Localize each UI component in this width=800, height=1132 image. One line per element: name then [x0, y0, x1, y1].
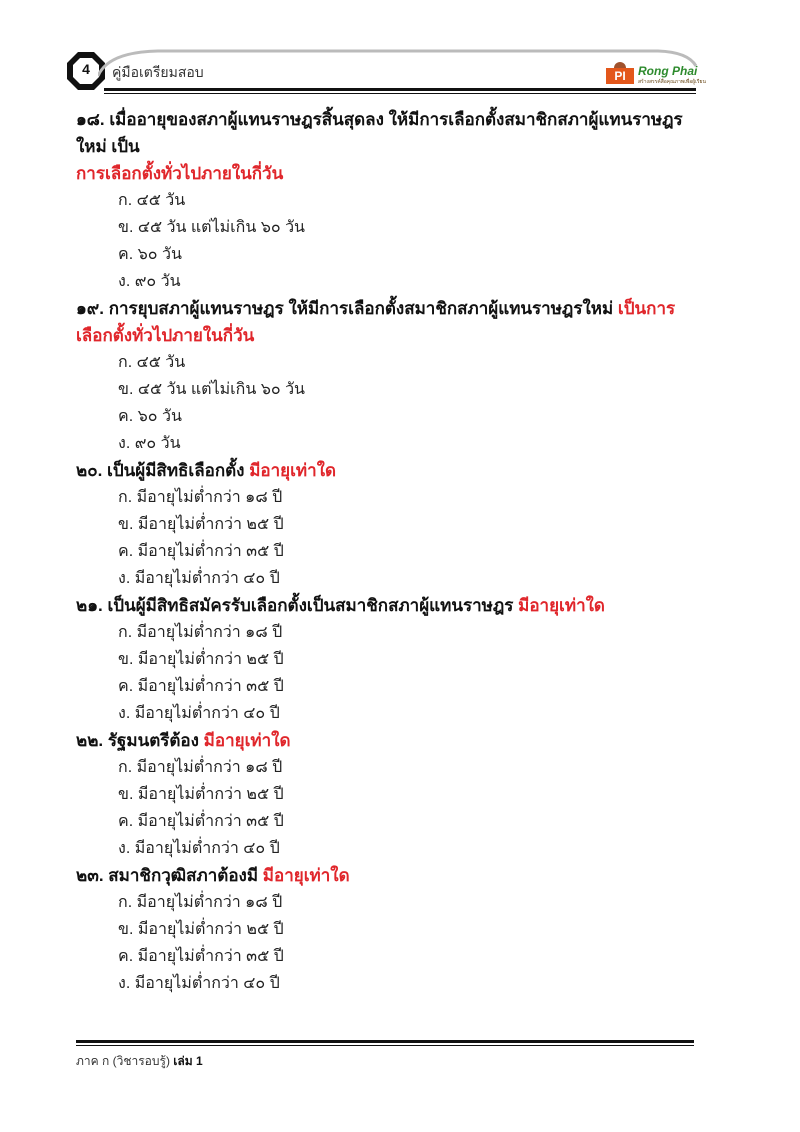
- option-a: ก. มีอายุไม่ต่ำกว่า ๑๘ ปี: [118, 489, 283, 506]
- page-number: 4: [82, 61, 90, 77]
- option-b: ข. มีอายุไม่ต่ำกว่า ๒๕ ปี: [118, 786, 284, 803]
- option-a: ก. มีอายุไม่ต่ำกว่า ๑๘ ปี: [118, 894, 283, 911]
- option-a: ก. มีอายุไม่ต่ำกว่า ๑๘ ปี: [118, 624, 283, 641]
- option-a: ก. มีอายุไม่ต่ำกว่า ๑๘ ปี: [118, 759, 283, 776]
- question-number: ๒๓.: [76, 866, 104, 885]
- question-21: [76, 592, 706, 727]
- footer-section: ภาค ก (วิชารอบรู้): [76, 1054, 170, 1068]
- option-d: ง. มีอายุไม่ต่ำกว่า ๔๐ ปี: [118, 705, 280, 722]
- page-header: [0, 0, 800, 100]
- question-stem: เป็นผู้มีสิทธิสมัครรับเลือกตั้งเป็นสมาชิกสภาผู้แทนราษฎร: [107, 596, 514, 615]
- question-highlight: การเลือกตั้งทั่วไปภายในกี่วัน: [76, 164, 284, 183]
- question-text: [76, 457, 706, 484]
- question-stem: เป็นผู้มีสิทธิเลือกตั้ง: [107, 461, 245, 480]
- option-c: ค. ๖๐ วัน: [118, 408, 182, 425]
- option-b: ข. มีอายุไม่ต่ำกว่า ๒๕ ปี: [118, 651, 284, 668]
- question-text: [76, 727, 706, 754]
- question-23: [76, 862, 706, 997]
- option-a: ก. ๔๕ วัน: [118, 192, 186, 209]
- question-number: ๑๙.: [76, 299, 104, 318]
- logo-mark: PI: [606, 68, 634, 84]
- header-divider: [104, 88, 696, 91]
- question-text: [76, 295, 706, 349]
- question-number: ๒๒.: [76, 731, 104, 750]
- question-text: [76, 592, 706, 619]
- logo-name: Rong Phai: [638, 64, 698, 78]
- question-stem: การยุบสภาผู้แทนราษฎร ให้มีการเลือกตั้งสมาชิกสภาผู้แทนราษฎรใหม่: [108, 299, 614, 318]
- question-18: [76, 106, 706, 295]
- question-stem: เมื่ออายุของสภาผู้แทนราษฎรสิ้นสุดลง ให้มีการเลือกตั้งสมาชิกสภาผู้แทนราษฎรใหม่ เป็น: [76, 110, 683, 156]
- option-b: ข. ๔๕ วัน แต่ไม่เกิน ๖๐ วัน: [118, 219, 305, 236]
- book-title: คู่มือเตรียมสอบ: [112, 64, 204, 80]
- header-divider-thin: [104, 93, 696, 94]
- answer-options: [76, 187, 706, 295]
- answer-options: [76, 619, 706, 727]
- answer-options: [76, 349, 706, 457]
- question-highlight: มีอายุเท่าใด: [203, 731, 291, 750]
- question-list: [76, 106, 706, 997]
- option-c: ค. ๖๐ วัน: [118, 246, 182, 263]
- question-19: [76, 295, 706, 457]
- option-d: ง. มีอายุไม่ต่ำกว่า ๔๐ ปี: [118, 840, 280, 857]
- option-d: ง. มีอายุไม่ต่ำกว่า ๔๐ ปี: [118, 975, 280, 992]
- question-number: ๑๘.: [76, 110, 105, 129]
- option-a: ก. ๔๕ วัน: [118, 354, 186, 371]
- question-highlight: มีอายุเท่าใด: [262, 866, 350, 885]
- option-c: ค. มีอายุไม่ต่ำกว่า ๓๕ ปี: [118, 543, 284, 560]
- answer-options: [76, 484, 706, 592]
- question-highlight: มีอายุเท่าใด: [518, 596, 605, 615]
- option-c: ค. มีอายุไม่ต่ำกว่า ๓๕ ปี: [118, 678, 284, 695]
- question-stem: รัฐมนตรีต้อง: [107, 731, 199, 750]
- question-highlight: เป็นการเลือกตั้งทั่วไปภายในกี่วัน: [76, 299, 676, 345]
- option-b: ข. ๔๕ วัน แต่ไม่เกิน ๖๐ วัน: [118, 381, 305, 398]
- footer-divider: [76, 1040, 694, 1043]
- option-c: ค. มีอายุไม่ต่ำกว่า ๓๕ ปี: [118, 948, 284, 965]
- option-b: ข. มีอายุไม่ต่ำกว่า ๒๕ ปี: [118, 921, 284, 938]
- page-footer: [76, 1052, 203, 1071]
- question-number: ๒๑.: [76, 596, 103, 615]
- question-22: [76, 727, 706, 862]
- question-stem: สมาชิกวุฒิสภาต้องมี: [108, 866, 259, 885]
- question-highlight: มีอายุเท่าใด: [249, 461, 337, 480]
- option-d: ง. มีอายุไม่ต่ำกว่า ๔๐ ปี: [118, 570, 280, 587]
- option-d: ง. ๙๐ วัน: [118, 435, 181, 452]
- question-20: [76, 457, 706, 592]
- option-b: ข. มีอายุไม่ต่ำกว่า ๒๕ ปี: [118, 516, 284, 533]
- question-text: [76, 106, 706, 187]
- question-text: [76, 862, 706, 889]
- answer-options: [76, 754, 706, 862]
- answer-options: [76, 889, 706, 997]
- footer-divider-thin: [76, 1045, 694, 1046]
- option-c: ค. มีอายุไม่ต่ำกว่า ๓๕ ปี: [118, 813, 284, 830]
- logo-tagline: สร้างสรรค์สื่อคุณภาพเพื่อผู้เรียน: [638, 79, 706, 85]
- option-d: ง. ๙๐ วัน: [118, 273, 181, 290]
- publisher-logo: [606, 62, 706, 88]
- question-number: ๒๐.: [76, 461, 103, 480]
- footer-volume: เล่ม 1: [173, 1054, 203, 1068]
